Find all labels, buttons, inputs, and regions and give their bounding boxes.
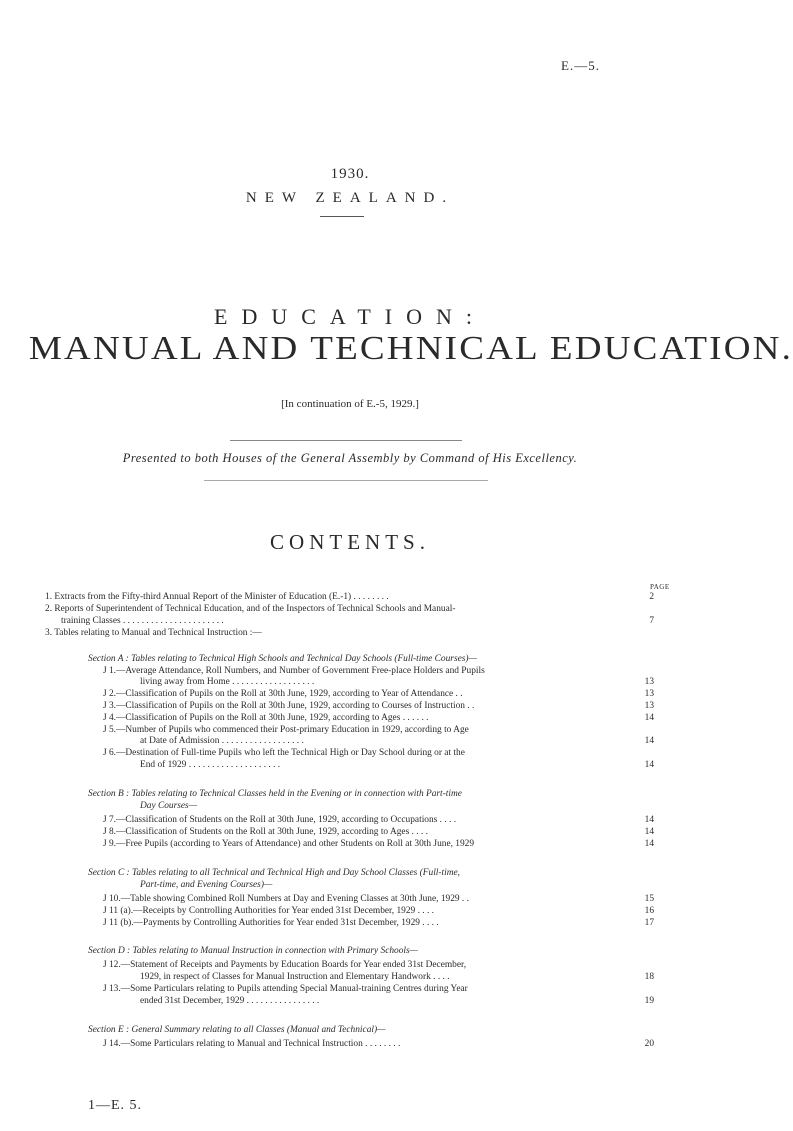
presented-note: Presented to both Houses of the General Assembly by Command of His Excellency. <box>122 451 578 465</box>
toc-entry: J 3.—Classification of Pupils on the Roll at 30th June, 1929, according to Courses of Instruction . . <box>103 701 475 711</box>
section-d-title: Section D : Tables relating to Manual Instruction in connection with Primary Schools— <box>88 946 419 956</box>
document-reference: E.—5. <box>561 58 600 73</box>
toc-entry: J 6.—Destination of Full-time Pupils who left the Technical High or Day School during or at the <box>103 748 465 758</box>
toc-entry-page: 17 <box>644 918 654 928</box>
toc-entry-page: 14 <box>644 713 654 723</box>
section-b-title-cont: Day Courses— <box>140 801 198 811</box>
toc-entry: J 11 (b).—Payments by Controlling Authorities for Year ended 31st December, 1929 . . . . <box>103 918 439 928</box>
section-b-title: Section B : Tables relating to Technical Classes held in the Evening or in connection with Part-time <box>88 789 462 799</box>
country: NEW ZEALAND. <box>245 190 455 206</box>
toc-entry-page: 13 <box>644 677 654 687</box>
section-e-title: Section E : General Summary relating to all Classes (Manual and Technical)— <box>88 1025 386 1035</box>
toc-entry-page: 16 <box>644 906 654 916</box>
toc-entry: J 14.—Some Particulars relating to Manual and Technical Instruction . . . . . . . . <box>103 1039 401 1049</box>
toc-item-1-page: 2 <box>649 592 654 602</box>
toc-entry-page: 15 <box>644 894 654 904</box>
year: 1930. <box>330 166 370 182</box>
toc-entry-page: 14 <box>644 827 654 837</box>
toc-entry-page: 18 <box>644 972 654 982</box>
section-a-title: Section A : Tables relating to Technical High Schools and Technical Day Schools (Full-time Courses)— <box>88 654 477 664</box>
toc-entry-page: 13 <box>644 689 654 699</box>
toc-entry-cont: 1929, in respect of Classes for Manual Instruction and Elementary Handwork . . . . <box>140 972 450 982</box>
toc-entry: J 8.—Classification of Students on the Roll at 30th June, 1929, according to Ages . . . . <box>103 827 428 837</box>
section-c-title-cont: Part-time, and Evening Courses)— <box>140 880 273 890</box>
section-c-title: Section C : Tables relating to all Technical and Technical High and Day School Classes (Full-time, <box>88 868 461 878</box>
toc-entry-cont: living away from Home . . . . . . . . . . . . . . . . . . <box>140 677 315 687</box>
toc-entry: J 1.—Average Attendance, Roll Numbers, and Number of Government Free-place Holders and Pupils <box>103 666 485 676</box>
rule-top <box>230 440 462 441</box>
toc-entry: J 9.—Free Pupils (according to Years of Attendance) and other Students on Roll at 30th June, 1929 <box>103 839 475 849</box>
toc-item-2-page: 7 <box>649 616 654 626</box>
toc-entry: J 10.—Table showing Combined Roll Numbers at Day and Evening Classes at 30th June, 1929 . . <box>103 894 469 904</box>
toc-item-2-cont: training Classes . . . . . . . . . . . . . . . . . . . . . . <box>61 616 224 626</box>
toc-entry-page: 20 <box>644 1039 654 1049</box>
toc-entry-page: 13 <box>644 701 654 711</box>
toc-entry-cont: ended 31st December, 1929 . . . . . . . . . . . . . . . . <box>140 996 320 1006</box>
toc-entry: J 5.—Number of Pupils who commenced their Post-primary Education in 1929, according to Age <box>103 725 469 735</box>
contents-heading: CONTENTS. <box>270 530 430 554</box>
toc-entry: J 12.—Statement of Receipts and Payments by Education Boards for Year ended 31st December, <box>103 960 467 970</box>
toc-entry-page: 14 <box>644 736 654 746</box>
toc-entry-page: 19 <box>644 996 654 1006</box>
title-line-2: MANUAL AND TECHNICAL EDUCATION. <box>28 330 793 367</box>
rule-bottom <box>204 480 488 481</box>
page-column-label: PAGE <box>650 583 670 591</box>
title-line-1: EDUCATION: <box>214 304 486 329</box>
signature-mark: 1—E. 5. <box>88 1098 143 1113</box>
toc-item-3: 3. Tables relating to Manual and Technical Instruction :— <box>45 628 262 638</box>
toc-entry: J 7.—Classification of Students on the Roll at 30th June, 1929, according to Occupations . . . . <box>103 815 457 825</box>
toc-entry: J 13.—Some Particulars relating to Pupils attending Special Manual-training Centres during Year <box>103 984 468 994</box>
toc-entry: J 2.—Classification of Pupils on the Roll at 30th June, 1929, according to Year of Attendance . . <box>103 689 463 699</box>
toc-entry: J 11 (a).—Receipts by Controlling Authorities for Year ended 31st December, 1929 . . . . <box>103 906 434 916</box>
continuation-note: [In continuation of E.-5, 1929.] <box>281 398 419 410</box>
title-divider <box>320 216 364 217</box>
toc-entry-cont: End of 1929 . . . . . . . . . . . . . . . . . . . . <box>140 760 281 770</box>
toc-entry-cont: at Date of Admission . . . . . . . . . . . . . . . . . . <box>140 736 304 746</box>
toc-entry-page: 14 <box>644 815 654 825</box>
toc-entry: J 4.—Classification of Pupils on the Roll at 30th June, 1929, according to Ages . . . . . . <box>103 713 429 723</box>
toc-item-2: 2. Reports of Superintendent of Technical Education, and of the Inspectors of Technical Schools and Manual- <box>45 604 456 614</box>
toc-entry-page: 14 <box>644 839 654 849</box>
toc-item-1: 1. Extracts from the Fifty-third Annual Report of the Minister of Education (E.-1) . . . . . . . . <box>45 592 389 602</box>
toc-entry-page: 14 <box>644 760 654 770</box>
